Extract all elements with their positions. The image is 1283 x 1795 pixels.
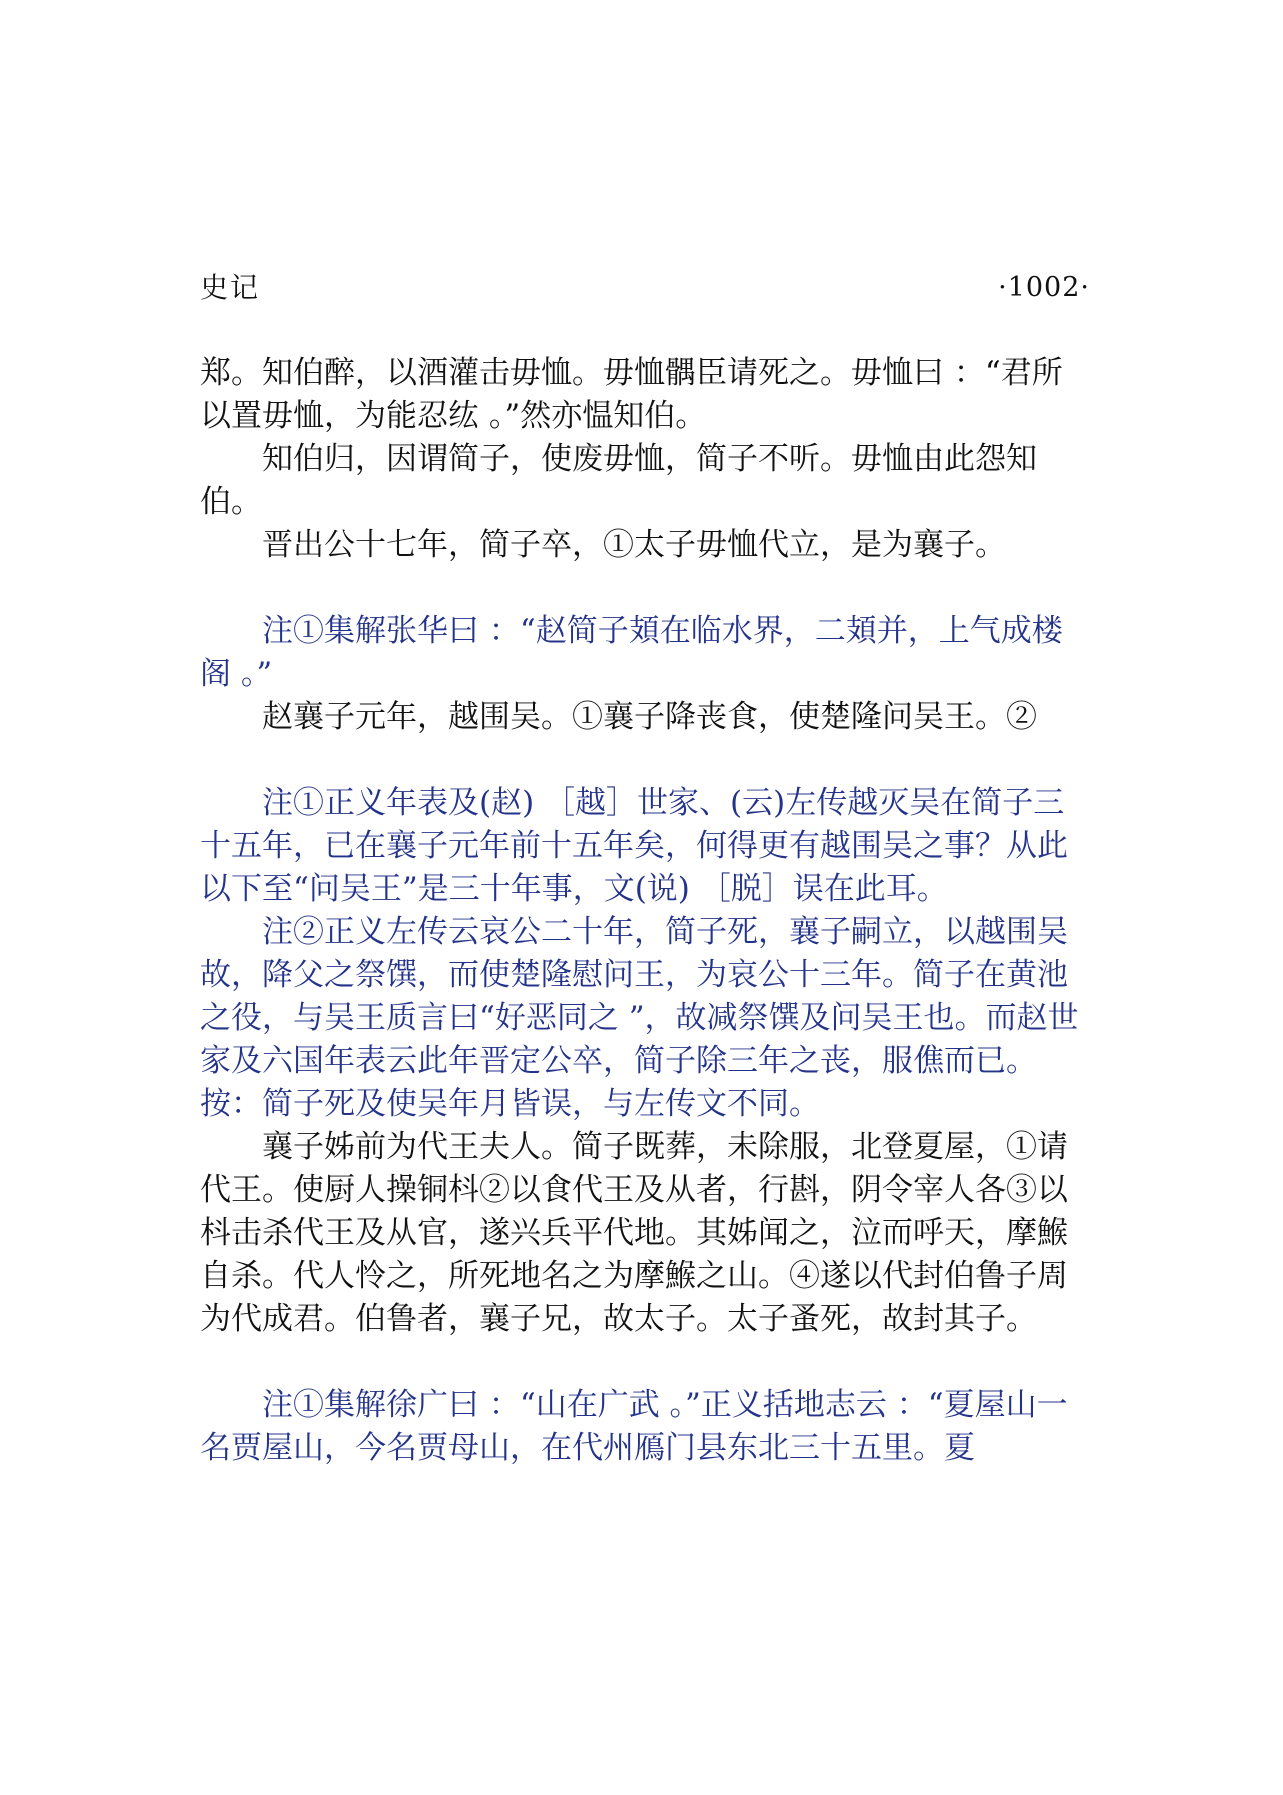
annotation-note: 注①集解徐广曰 ：“山在广武 。”正义括地志云 ：“夏屋山一名贾屋山，今名贾母山，在代州鴈门县东北三十五里。夏 [200, 1387, 1068, 1466]
paragraph: 郑。知伯醉，以酒灌击毋恤。毋恤髃臣请死之。毋恤曰 ：“君所以置毋恤，为能忍纮 。”然亦愠知伯。 [200, 355, 1063, 434]
annotation-note: 注②正义左传云哀公二十年，简子死，襄子嗣立，以越围吴故，降父之祭馔，而使楚隆慰问王，为哀公十三年。简子在黄池之役，与吴王质言曰“好恶同之 ”，故减祭馔及问吴王也。而赵世家及六国年表云此年晋定公卒，简子除三年之丧，服僬而已。按：简子死及使吴年月皆误，与左传文不同。 [200, 914, 1079, 1122]
paragraph: 襄子姊前为代王夫人。简子既葬，未除服，北登夏屋，①请代王。使厨人操铜枓②以食代王及从者，行斟，阴令宰人各③以枓击杀代王及从官，遂兴兵平代地。其姊闻之，泣而呼天，摩鯸自杀。代人怜之，所死地名之为摩鯸之山。④遂以代封伯鲁子周为代成君。伯鲁者，襄子兄，故太子。太子蚤死，故封其子。 [200, 1129, 1068, 1337]
body-text [200, 352, 1090, 1470]
annotation-note: 注①正义年表及(赵) ［越］世家、(云)左传越灭吴在简子三十五年，已在襄子元年前十五年矣，何得更有越围吴之事？从此以下至“问吴王”是三十年事，文(说) ［脱］误在此耳。 [200, 785, 1068, 907]
book-title: 史记 [200, 271, 261, 304]
paragraph: 赵襄子元年，越围吴。①襄子降丧食，使楚隆问吴王。② [262, 699, 1037, 735]
spacer [200, 739, 1090, 782]
annotation-note: 注①集解张华曰 ：“赵简子頍在临水界，二頍并，上气成楼阁 。” [200, 613, 1063, 692]
page-header [200, 268, 1090, 308]
spacer [200, 567, 1090, 610]
paragraph: 知伯归，因谓简子，使废毋恤，简子不听。毋恤由此怨知伯。 [200, 441, 1037, 520]
page-number: ·1002· [998, 272, 1090, 303]
paragraph: 晋出公十七年，简子卒，①太子毋恤代立，是为襄子。 [262, 527, 1006, 563]
spacer [200, 1341, 1090, 1384]
